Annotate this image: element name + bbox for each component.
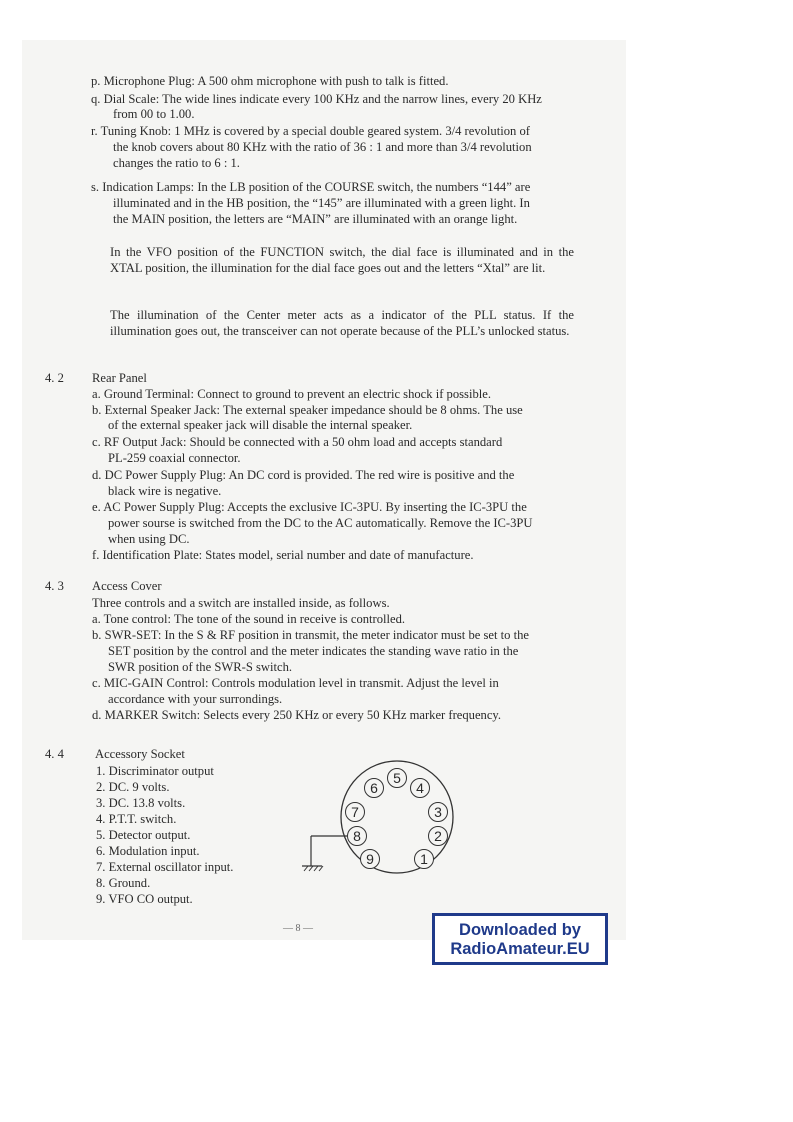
rear-item-c-cont: PL-259 coaxial connector.: [108, 451, 241, 465]
section-title-accessory-socket: Accessory Socket: [95, 747, 185, 761]
pin-list-item: 1. Discriminator output: [96, 764, 214, 778]
rear-item-b-cont: of the external speaker jack will disable the internal speaker.: [108, 418, 413, 432]
item-s-cont2: the MAIN position, the letters are “MAIN” are illuminated with an orange light.: [113, 212, 518, 226]
access-item-b-cont2: SWR position of the SWR-S switch.: [108, 660, 293, 674]
badge-line-2: RadioAmateur.EU: [450, 940, 590, 958]
pin-6: 6: [364, 778, 384, 798]
ground-hatch: [304, 866, 308, 871]
access-item-b-cont: SET position by the control and the meter indicates the standing wave ratio in the: [108, 644, 519, 658]
pin-7: 7: [345, 802, 365, 822]
section-number-4-3: 4. 3: [45, 579, 64, 593]
rear-item-e-cont2: when using DC.: [108, 532, 190, 546]
pin-list-item: 6. Modulation input.: [96, 844, 200, 858]
pin-list-item: 2. DC. 9 volts.: [96, 780, 170, 794]
section-title-rear-panel: Rear Panel: [92, 371, 147, 385]
item-q-cont: from 00 to 1.00.: [113, 107, 195, 121]
item-s: s. Indication Lamps: In the LB position of the COURSE switch, the numbers “144” are: [91, 180, 531, 194]
pin-5: 5: [387, 768, 407, 788]
pin-1: 1: [414, 849, 434, 869]
meter-paragraph: The illumination of the Center meter acts as a indicator of the PLL status. If the illumination goes out, the transceiver can not operate because of the PLL’s unlocked status.: [110, 308, 574, 338]
rear-item-e-cont: power sourse is switched from the DC to the AC automatically. Remove the IC-3PU: [108, 516, 533, 530]
item-r-cont2: changes the ratio to 6 : 1.: [113, 156, 240, 170]
item-s-cont: illuminated and in the HB position, the “145” are illuminated with a green light. In: [113, 196, 530, 210]
rear-item-c: c. RF Output Jack: Should be connected with a 50 ohm load and accepts standard: [92, 435, 503, 449]
ground-hatch: [314, 866, 318, 871]
socket-diagram: [300, 760, 470, 880]
item-r-cont: the knob covers about 80 KHz with the ratio of 36 : 1 and more than 3/4 revolution: [113, 140, 532, 154]
pin-list-item: 5. Detector output.: [96, 828, 191, 842]
access-item-c: c. MIC-GAIN Control: Controls modulation level in transmit. Adjust the level in: [92, 676, 499, 690]
badge-line-1: Downloaded by: [459, 921, 581, 939]
ground-hatch: [309, 866, 313, 871]
download-badge: [432, 913, 608, 965]
pin-2: 2: [428, 826, 448, 846]
pin-list-item: 7. External oscillator input.: [96, 860, 234, 874]
rear-item-d-cont: black wire is negative.: [108, 484, 222, 498]
item-p: p. Microphone Plug: A 500 ohm microphone with push to talk is fitted.: [91, 74, 449, 88]
rear-item-e: e. AC Power Supply Plug: Accepts the exclusive IC-3PU. By inserting the IC-3PU the: [92, 500, 527, 514]
rear-item-f: f. Identification Plate: States model, serial number and date of manufacture.: [92, 548, 474, 562]
pin-4: 4: [410, 778, 430, 798]
section-number-4-2: 4. 2: [45, 371, 64, 385]
ground-hatch: [319, 866, 323, 871]
pin-9: 9: [360, 849, 380, 869]
rear-item-b: b. External Speaker Jack: The external speaker impedance should be 8 ohms. The use: [92, 403, 523, 417]
access-item-a: a. Tone control: The tone of the sound in receive is controlled.: [92, 612, 406, 626]
pin-3: 3: [428, 802, 448, 822]
pin-list-item: 3. DC. 13.8 volts.: [96, 796, 186, 810]
section-number-4-4: 4. 4: [45, 747, 64, 761]
pin-list-item: 4. P.T.T. switch.: [96, 812, 177, 826]
socket-outline: [300, 760, 470, 880]
access-item-d: d. MARKER Switch: Selects every 250 KHz or every 50 KHz marker frequency.: [92, 708, 502, 722]
access-intro: Three controls and a switch are installed inside, as follows.: [92, 596, 390, 610]
section-title-access-cover: Access Cover: [92, 579, 162, 593]
pin-8: 8: [347, 826, 367, 846]
item-r: r. Tuning Knob: 1 MHz is covered by a special double geared system. 3/4 revolution of: [91, 124, 530, 138]
page-number: — 8 —: [283, 923, 313, 934]
pin-list-item: 9. VFO CO output.: [96, 892, 193, 906]
access-item-b: b. SWR-SET: In the S & RF position in transmit, the meter indicator must be set to the: [92, 628, 529, 642]
rear-item-a: a. Ground Terminal: Connect to ground to prevent an electric shock if possible.: [92, 387, 491, 401]
rear-item-d: d. DC Power Supply Plug: An DC cord is provided. The red wire is positive and the: [92, 468, 515, 482]
vfo-paragraph: In the VFO position of the FUNCTION switch, the dial face is illuminated and in the XTAL position, the illumination for the dial face goes out and the letters “Xtal” are lit.: [110, 245, 574, 275]
item-q: q. Dial Scale: The wide lines indicate every 100 KHz and the narrow lines, every 20 KHz: [91, 92, 542, 106]
pin-list-item: 8. Ground.: [96, 876, 151, 890]
access-item-c-cont: accordance with your surrondings.: [108, 692, 283, 706]
